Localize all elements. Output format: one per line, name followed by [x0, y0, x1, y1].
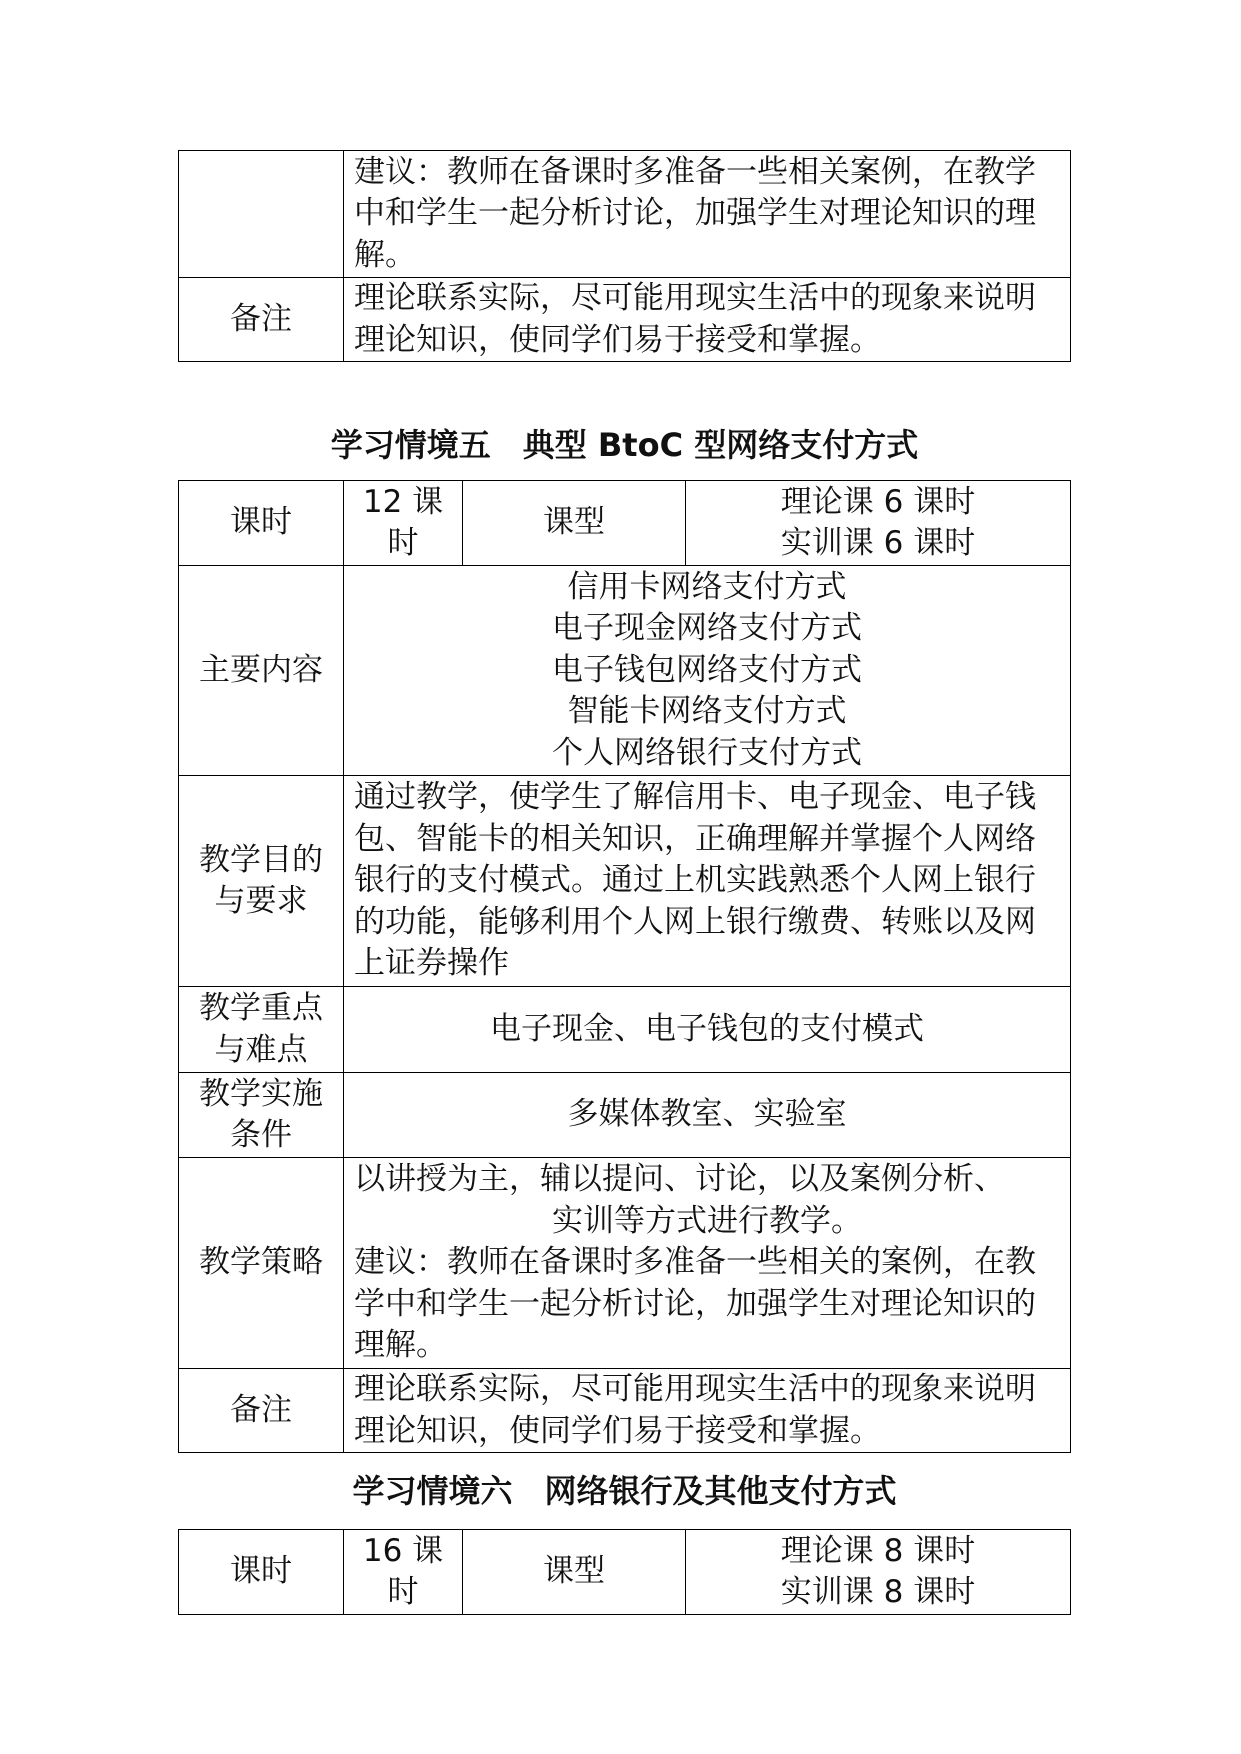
table-row: [179, 987, 1071, 1073]
strategy-text: [344, 1158, 1071, 1369]
strategy-line: 以讲授为主，辅以提问、讨论，以及案例分析、: [354, 1161, 1005, 1198]
table-row: [179, 278, 1071, 362]
conditions-label: 教学实施条件: [179, 1073, 344, 1158]
table-row: [179, 481, 1071, 566]
list-item: 智能卡网络支付方式: [567, 693, 847, 730]
remark-text: 理论联系实际，尽可能用现实生活中的现象来说明理论知识，使同学们易于接受和掌握。: [344, 278, 1071, 362]
strategy-advice: 建议：教师在备课时多准备一些相关的案例，在教学中和学生一起分析讨论，加强学生对理论知识的理解。: [354, 1244, 1036, 1364]
hours-value: 16 课时: [344, 1530, 463, 1615]
strategy-label: 教学策略: [179, 1158, 344, 1369]
type-value: [686, 1530, 1071, 1615]
table-row: [179, 566, 1071, 776]
type-label: 课型: [463, 481, 686, 566]
list-item: 电子现金网络支付方式: [552, 610, 862, 647]
content-list: [344, 566, 1071, 776]
list-item: 个人网络银行支付方式: [552, 734, 862, 771]
carryover-table: [178, 150, 1071, 362]
practice-hours: 实训课 6 课时: [780, 525, 976, 561]
table-row: [179, 1158, 1071, 1369]
advice-text: 建议：教师在备课时多准备一些相关案例，在教学中和学生一起分析讨论，加强学生对理论知识的理解。: [344, 151, 1071, 278]
table-row: [179, 151, 1071, 278]
remark-label: 备注: [179, 278, 344, 362]
list-item: 信用卡网络支付方式: [567, 568, 847, 605]
section5-table: [178, 480, 1071, 1453]
content-label: 主要内容: [179, 566, 344, 776]
conditions-text: 多媒体教室、实验室: [344, 1073, 1071, 1158]
strategy-line: 实训等方式进行教学。: [552, 1202, 862, 1239]
goal-label: 教学目的与要求: [179, 776, 344, 987]
goal-text: 通过教学，使学生了解信用卡、电子现金、电子钱包、智能卡的相关知识，正确理解并掌握个人网络银行的支付模式。通过上机实践熟悉个人网上银行的功能，能够利用个人网上银行缴费、转账以及网上证券操作: [344, 776, 1071, 987]
focus-text: 电子现金、电子钱包的支付模式: [344, 987, 1071, 1073]
table-row: [179, 1073, 1071, 1158]
type-label: 课型: [463, 1530, 686, 1615]
section-title: 学习情境六 网络银行及其他支付方式: [352, 1472, 897, 1510]
hours-value: 12 课时: [344, 481, 463, 566]
section-title: 学习情境五 典型 BtoC 型网络支付方式: [330, 426, 919, 464]
hours-label: 课时: [179, 1530, 344, 1615]
row-label: [179, 151, 344, 278]
section6-table: [178, 1529, 1071, 1615]
table-row: [179, 776, 1071, 987]
type-value: [686, 481, 1071, 566]
theory-hours: 理论课 8 课时: [780, 1532, 976, 1569]
focus-label: 教学重点与难点: [179, 987, 344, 1073]
table-row: [179, 1530, 1071, 1615]
list-item: 电子钱包网络支付方式: [552, 651, 862, 688]
theory-hours: 理论课 6 课时: [780, 483, 976, 520]
remark-text: 理论联系实际，尽可能用现实生活中的现象来说明理论知识，使同学们易于接受和掌握。: [344, 1369, 1071, 1453]
practice-hours: 实训课 8 课时: [780, 1574, 976, 1610]
table-row: [179, 1369, 1071, 1453]
hours-label: 课时: [179, 481, 344, 566]
remark-label: 备注: [179, 1369, 344, 1453]
